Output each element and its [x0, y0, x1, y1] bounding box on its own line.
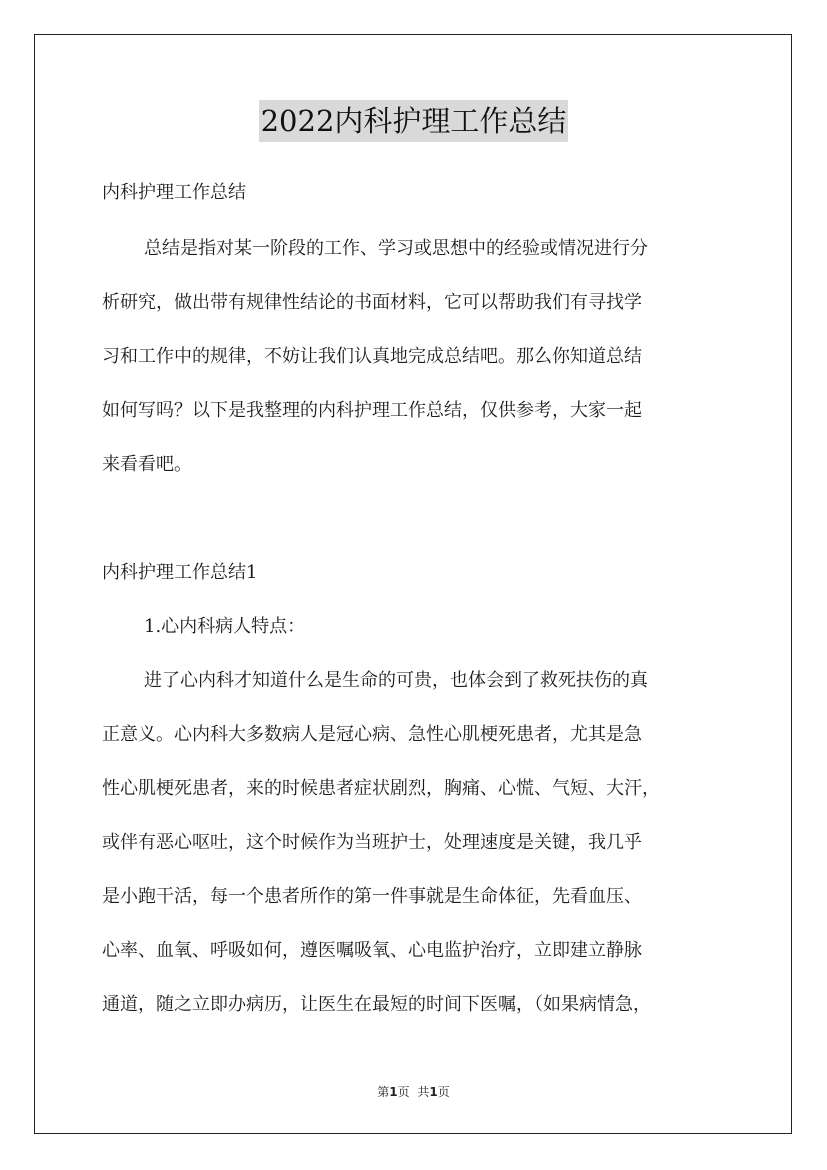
intro-line: 总结是指对某一阶段的工作、学习或思想中的经验或情况进行分 — [144, 238, 648, 259]
section-heading: 内科护理工作总结1 — [102, 562, 258, 583]
subheading: 1.心内科病人特点： — [144, 616, 306, 637]
body-line: 通道，随之立即办病历，让医生在最短的时间下医嘱，（如果病情急， — [102, 994, 651, 1015]
total-unit: 页 — [437, 1085, 450, 1099]
total-prefix: 共 — [417, 1085, 430, 1099]
title-container — [0, 100, 827, 142]
page-unit: 页 — [397, 1085, 410, 1099]
body-line: 进了心内科才知道什么是生命的可贵，也体会到了救死扶伤的真 — [144, 670, 648, 691]
intro-line: 来看看吧。 — [102, 454, 192, 475]
document-title: 2022内科护理工作总结 — [259, 100, 569, 142]
body-line: 心率、血氧、呼吸如何，遵医嘱吸氧、心电监护治疗，立即建立静脉 — [102, 940, 642, 961]
intro-line: 如何写吗？以下是我整理的内科护理工作总结，仅供参考，大家一起 — [102, 400, 642, 421]
intro-line: 析研究，做出带有规律性结论的书面材料，它可以帮助我们有寻找学 — [102, 292, 642, 313]
body-line: 或伴有恶心呕吐，这个时候作为当班护士，处理速度是关键，我几乎 — [102, 832, 642, 853]
page-current: 1 — [389, 1085, 398, 1099]
intro-line: 习和工作中的规律，不妨让我们认真地完成总结吧。那么你知道总结 — [102, 346, 642, 367]
body-line: 性心肌梗死患者，来的时候患者症状剧烈，胸痛、心慌、气短、大汗， — [102, 778, 660, 799]
section-heading: 内科护理工作总结 — [102, 182, 246, 203]
page-footer — [0, 1084, 827, 1100]
page-prefix: 第 — [377, 1085, 390, 1099]
page-total: 1 — [429, 1085, 438, 1099]
body-line: 正意义。心内科大多数病人是冠心病、急性心肌梗死患者，尤其是急 — [102, 724, 642, 745]
body-line: 是小跑干活，每一个患者所作的第一件事就是生命体征，先看血压、 — [102, 886, 642, 907]
